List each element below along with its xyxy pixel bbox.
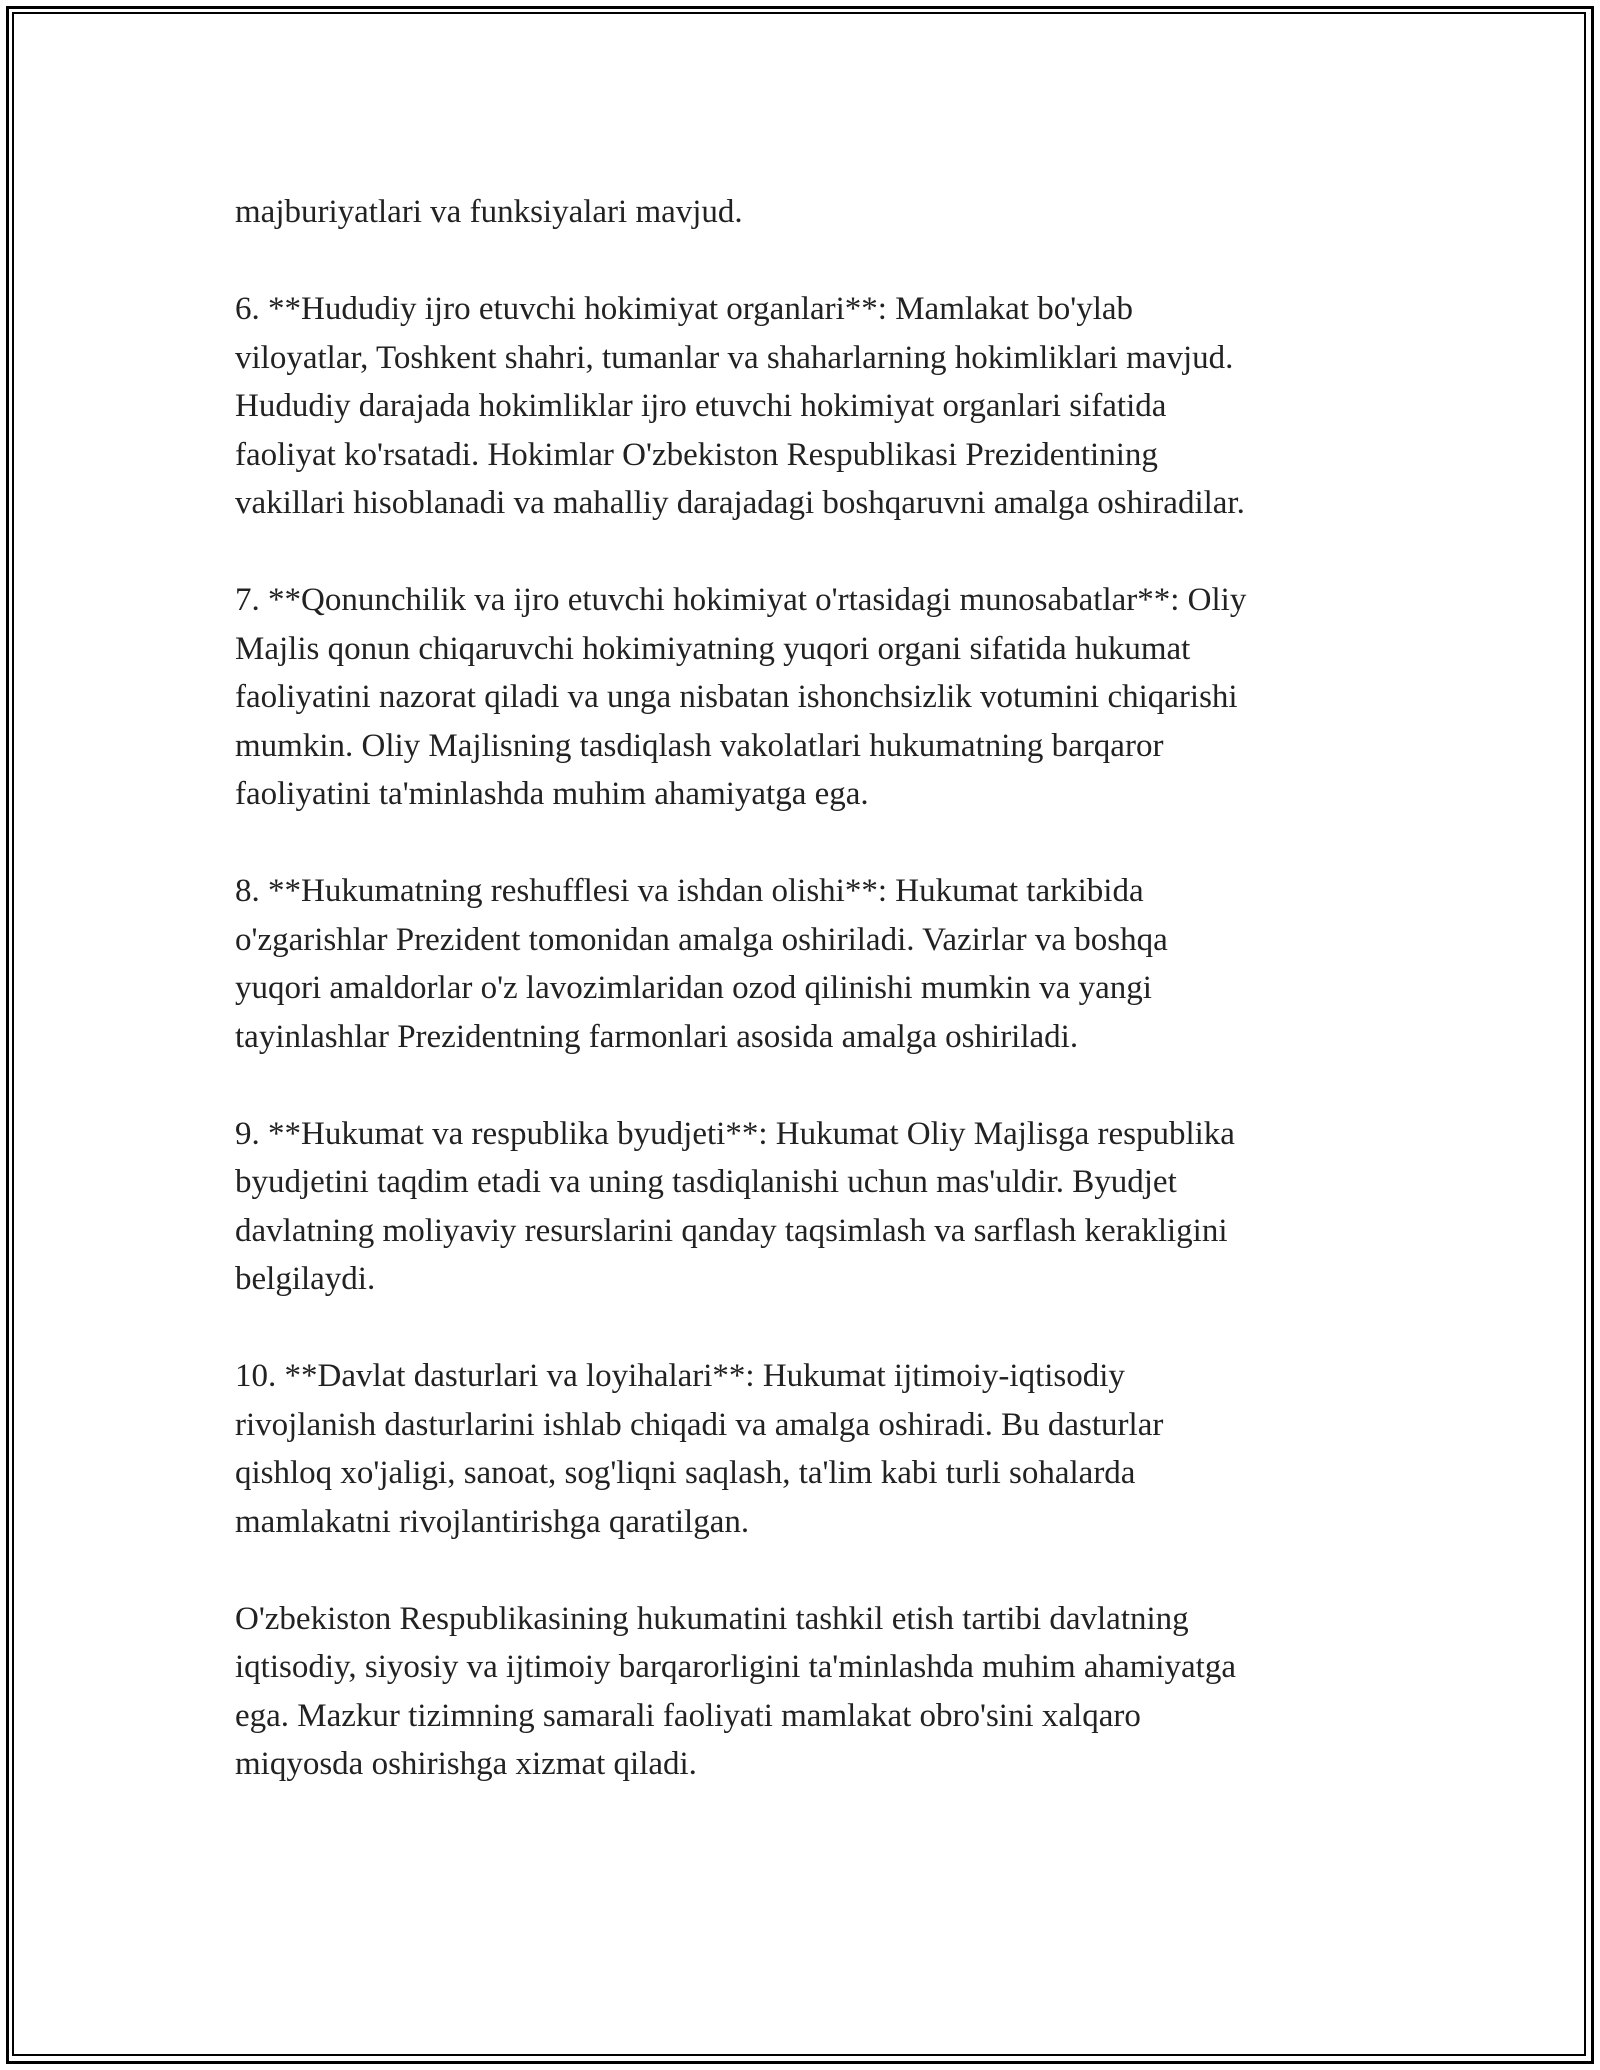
paragraph-item-8: 8. **Hukumatning reshufflesi va ishdan olishi**: Hukumat tarkibida o'zgarishlar Prezident tomonidan amalga oshiriladi. Vazirlar va boshqa yuqori amaldorlar o'z lavozimlaridan ozod qilinishi mumkin va yangi tayinlashlar Prezidentning farmonlari asosida amalga oshiriladi. [235, 873, 1168, 1055]
paragraph-continuation: majburiyatlari va funksiyalari mavjud. [235, 194, 743, 230]
paragraph-item-10: 10. **Davlat dasturlari va loyihalari**: Hukumat ijtimoiy-iqtisodiy rivojlanish dasturlarini ishlab chiqadi va amalga oshiradi. Bu dasturlar qishloq xo'jaligi, sanoat, sog'liqni saqlash, ta'lim kabi turli sohalarda mamlakatni rivojlantirishga qaratilgan. [235, 1358, 1164, 1540]
paragraph-item-9: 9. **Hukumat va respublika byudjeti**: Hukumat Oliy Majlisga respublika byudjetini taqdim etadi va uning tasdiqlanishi uchun mas'uldir. Byudjet davlatning moliyaviy resurslarini qanday taqsimlash va sarflash kerakligini belgilaydi. [235, 1115, 1235, 1297]
paragraph-conclusion: O'zbekiston Respublikasining hukumatini tashkil etish tartibi davlatning iqtisodiy, siyosiy va ijtimoiy barqarorligini ta'minlashda muhim ahamiyatga ega. Mazkur tizimning samarali faoliyati mamlakat obro'sini xalqaro miqyosda oshirishga xizmat qiladi. [235, 1600, 1236, 1782]
paragraph-item-6: 6. **Hududiy ijro etuvchi hokimiyat organlari**: Mamlakat bo'ylab viloyatlar, Toshkent shahri, tumanlar va shaharlarning hokimliklari mavjud. Hududiy darajada hokimliklar ijro etuvchi hokimiyat organlari sifatida faoliyat ko'rsatadi. Hokimlar O'zbekiston Respublikasi Prezidentining vakillari hisoblanadi va mahalliy darajadagi boshqaruvni amalga oshiradilar. [235, 291, 1245, 521]
paragraph-item-7: 7. **Qonunchilik va ijro etuvchi hokimiyat o'rtasidagi munosabatlar**: Oliy Majlis qonun chiqaruvchi hokimiyatning yuqori organi sifatida hukumat faoliyatini nazorat qiladi va unga nisbatan ishonchsizlik votumini chiqarishi mumkin. Oliy Majlisning tasdiqlash vakolatlari hukumatning barqaror faoliyatini ta'minlashda muhim ahamiyatga ega. [235, 582, 1247, 812]
document-body [235, 188, 1385, 1789]
